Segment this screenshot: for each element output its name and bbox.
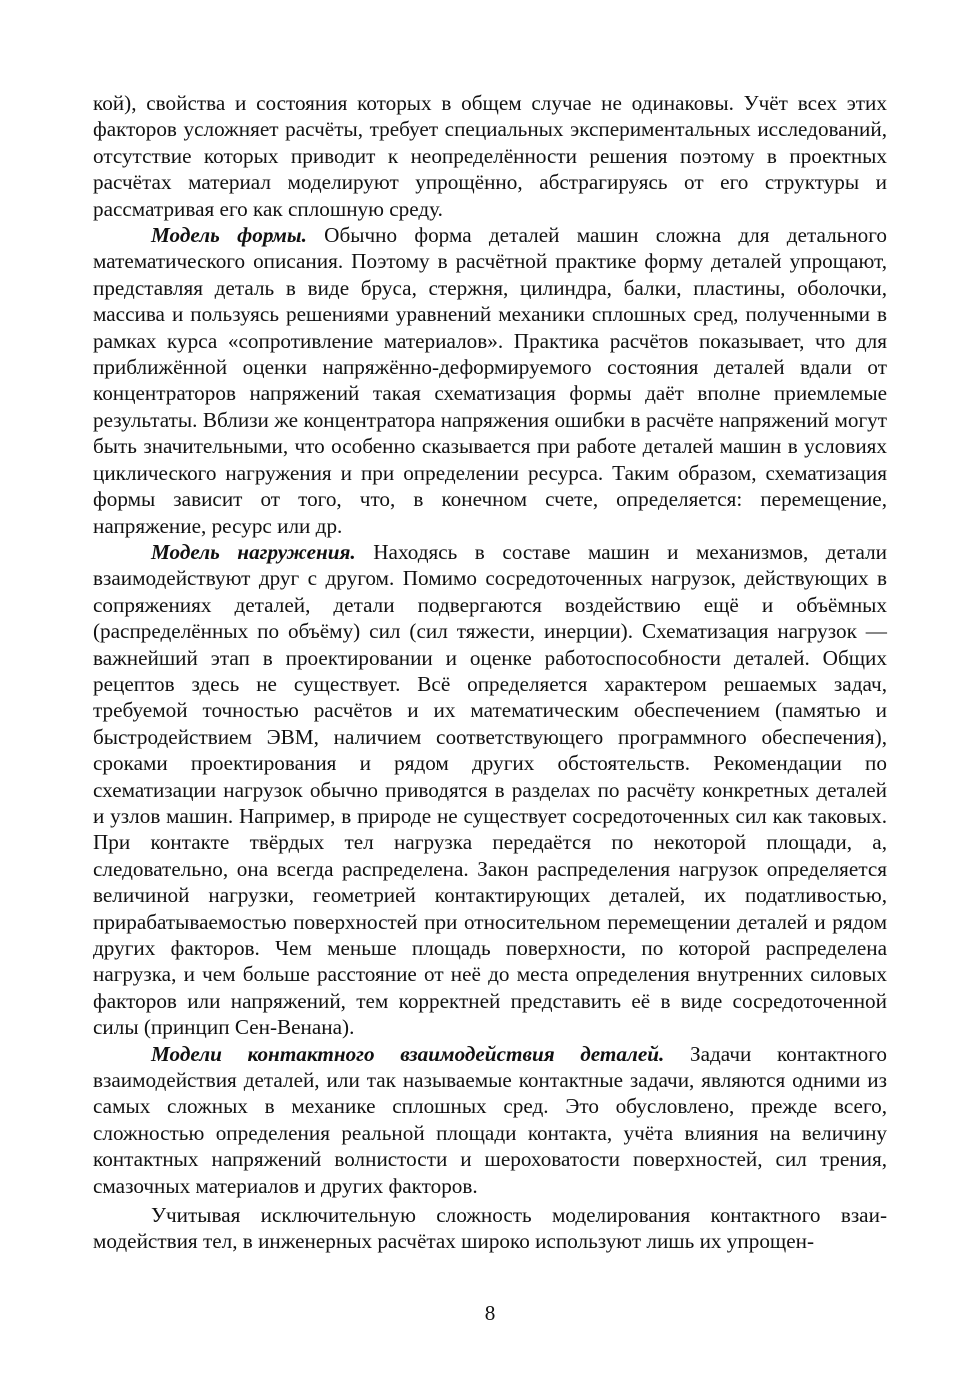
paragraph-contact-model [93,1041,887,1199]
paragraph-continuation [93,90,887,222]
paragraph-loading-model [93,539,887,1041]
paragraph-final [93,1202,887,1255]
paragraph-shape-model [93,222,887,539]
paragraph-text: Задачи контактного взаимодействия деталей, или так называемые контактные задачи, являются одними из самых сложных в механике сплошных сред. Это обусловлено, прежде всего, сложностью определения реальной площади контакта, учёта влияния на величину контактных напряжений волнистости и шероховатости поверхностей, сил трения, смазочных материалов и других факторов. [93,1041,887,1198]
paragraph-heading: Модель нагружения. [151,539,356,564]
paragraph-text: Учитывая исключительную сложность моделирования контактного взаимодействия тел, в инженерных расчётах широко используют лишь их упрощен- [93,1203,887,1254]
page-number: 8 [484,1301,496,1325]
document-page [93,90,887,1340]
paragraph-heading: Модель формы. [151,223,307,248]
paragraph-text: кой), свойства и состояния которых в общем случае не одинаковы. Учёт всех этих факторов усложняет расчёты, требует специальных экспериментальных исследований, отсутствие которых приводит к неопределённости решения поэтому в проектных расчётах материал моделируют упрощённо, абстрагируясь от его структуры и рассматривая его как сплошную среду. [93,91,887,221]
paragraph-text: Обычно форма деталей машин сложна для детального математического описания. Поэтому в расчётной практике форму деталей упрощают, представляя деталь в виде бруса, стержня, цилиндра, балки, пластины, оболочки, массива и пользуясь решениями уравнений механики сплошных сред, полученными в рамках курса «сопротивление материалов». Практика расчётов показывает, что для приближённой оценки напряжённо-деформируемого состояния деталей вдали от концентраторов напряжений такая схематизация формы даёт вполне приемлемые результаты. Вблизи же концентратора напряжения ошибки в расчёте напряжений могут быть значительными, что особенно сказывается при работе деталей машин в условиях циклического нагружения и при определении ресурса. Таким образом, схематизация формы зависит от того, что, в конечном счете, определяется: перемещение, напряжение, ресурс или др. [93,223,887,538]
paragraph-heading: Модели контактного взаимодействия деталей. [151,1041,665,1066]
paragraph-text: Находясь в составе машин и механизмов, детали взаимодействуют друг с другом. Помимо сосредоточенных нагрузок, действующих в сопряжениях деталей, детали подвергаются воздействию ещё и объёмных (распределённых по объёму) сил (сил тяжести, инерции). Схематизация нагрузок — важнейший этап в проектировании и оценке работоспособности деталей. Общих рецептов здесь не существует. Всё определяется характером решаемых задач, требуемой точностью расчётов и их математическим обеспечением (памятью и быстродействием ЭВМ, наличием соответствующего программного обеспечения), сроками проектирования и рядом других обстоятельств. Рекомендации по схематизации нагрузок обычно приводятся в разделах по расчёту конкретных деталей и узлов машин. Например, в природе не существует сосредоточенных сил как таковых. При контакте твёрдых тел нагрузка передаётся по некоторой площади, а, следовательно, она всегда распределена. Закон распределения нагрузок определяется величиной нагрузки, геометрией контактирующих деталей, их податливостью, прирабатываемостью поверхностей при относительном перемещении деталей и рядом других факторов. Чем меньше площадь поверхности, по которой распределена нагрузка, и чем больше расстояние от неё до места определения внутренних силовых факторов или напряжений, тем корректней представить её в виде сосредоточенной силы (принцип Сен-Венана). [93,539,887,1040]
